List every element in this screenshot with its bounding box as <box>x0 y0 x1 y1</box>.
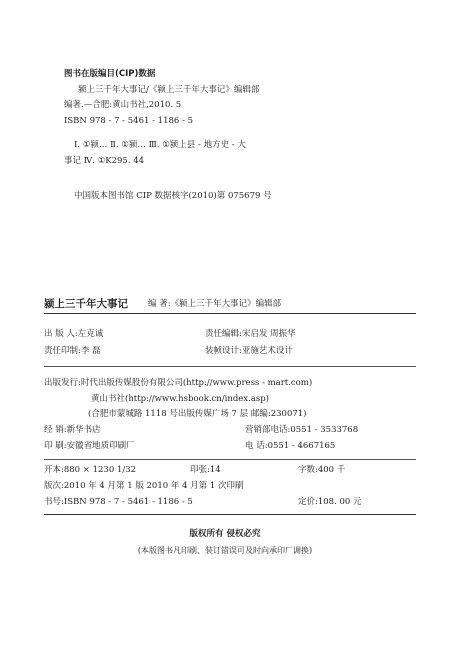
cip-classification-line-1: Ⅰ. ①颍… Ⅱ. ①颍… Ⅲ. ①颍上县 - 地方史 - 大 <box>74 140 246 150</box>
marketing-phone: 营销部电话:0551 - 3533768 <box>245 425 359 435</box>
cip-classification-line-2: 事记 Ⅳ. ①K295. 44 <box>64 156 145 166</box>
book-title: 颍上三千年大事记 <box>44 298 128 310</box>
distributor: 经 销:新华书店 <box>44 425 101 435</box>
price: 定价:108. 00 元 <box>298 497 362 507</box>
format-spec: 开本:880 × 1230 1/32 <box>44 465 137 475</box>
publisher-line: 出版发行:时代出版传媒股份有限公司(http://www.press - mart.com) <box>44 378 313 388</box>
defect-notice: (本版图书凡印刷、装订错误可及时向承印厂调换) <box>137 546 313 555</box>
book-isbn: 书号:ISBN 978 - 7 - 5461 - 1186 - 5 <box>44 497 193 507</box>
cip-title-line: 颍上三千年大事记/《颍上三千年大事记》编辑部 <box>78 85 260 95</box>
printer: 印 刷:安徽省地质印刷厂 <box>44 441 135 451</box>
author-credit: 编 著:《颍上三千年大事记》编辑部 <box>148 299 282 309</box>
edition-info: 版次:2010 年 4 月第 1 版 2010 年 4 月第 1 次印刷 <box>44 481 244 491</box>
cip-heading: 图书在版编目(CIP)数据 <box>64 69 156 79</box>
printer-phone: 电 话:0551 - 4667165 <box>245 441 336 451</box>
print-supervisor: 责任印制:李 磊 <box>44 346 101 356</box>
rights-notice: 版权所有 侵权必究 <box>189 529 261 539</box>
cip-publisher-line: 编著.—合肥:黄山书社,2010. 5 <box>64 100 182 110</box>
title-rule <box>44 313 416 314</box>
sheet-count: 印张:14 <box>190 465 221 475</box>
specs-rule <box>44 514 416 515</box>
cip-record-number: 中国版本图书馆 CIP 数据核字(2010)第 075679 号 <box>74 191 272 201</box>
publisher-person: 出 版 人:左克诚 <box>44 329 104 339</box>
address-line: (合肥市蒙城路 1118 号出版传媒广场 7 层 邮编:230071) <box>88 409 307 419</box>
publishing-rule <box>44 459 416 460</box>
cover-designer: 装帧设计:亚施艺术设计 <box>205 346 293 356</box>
cip-isbn: ISBN 978 - 7 - 5461 - 1186 - 5 <box>64 116 193 126</box>
imprint-line: 黄山书社(http://www.hsbook.cn/index.asp) <box>91 394 269 404</box>
word-count: 字数:400 千 <box>298 465 346 475</box>
responsible-editor: 责任编辑:宋启发 周振华 <box>205 329 296 339</box>
credits-rule <box>44 366 416 367</box>
